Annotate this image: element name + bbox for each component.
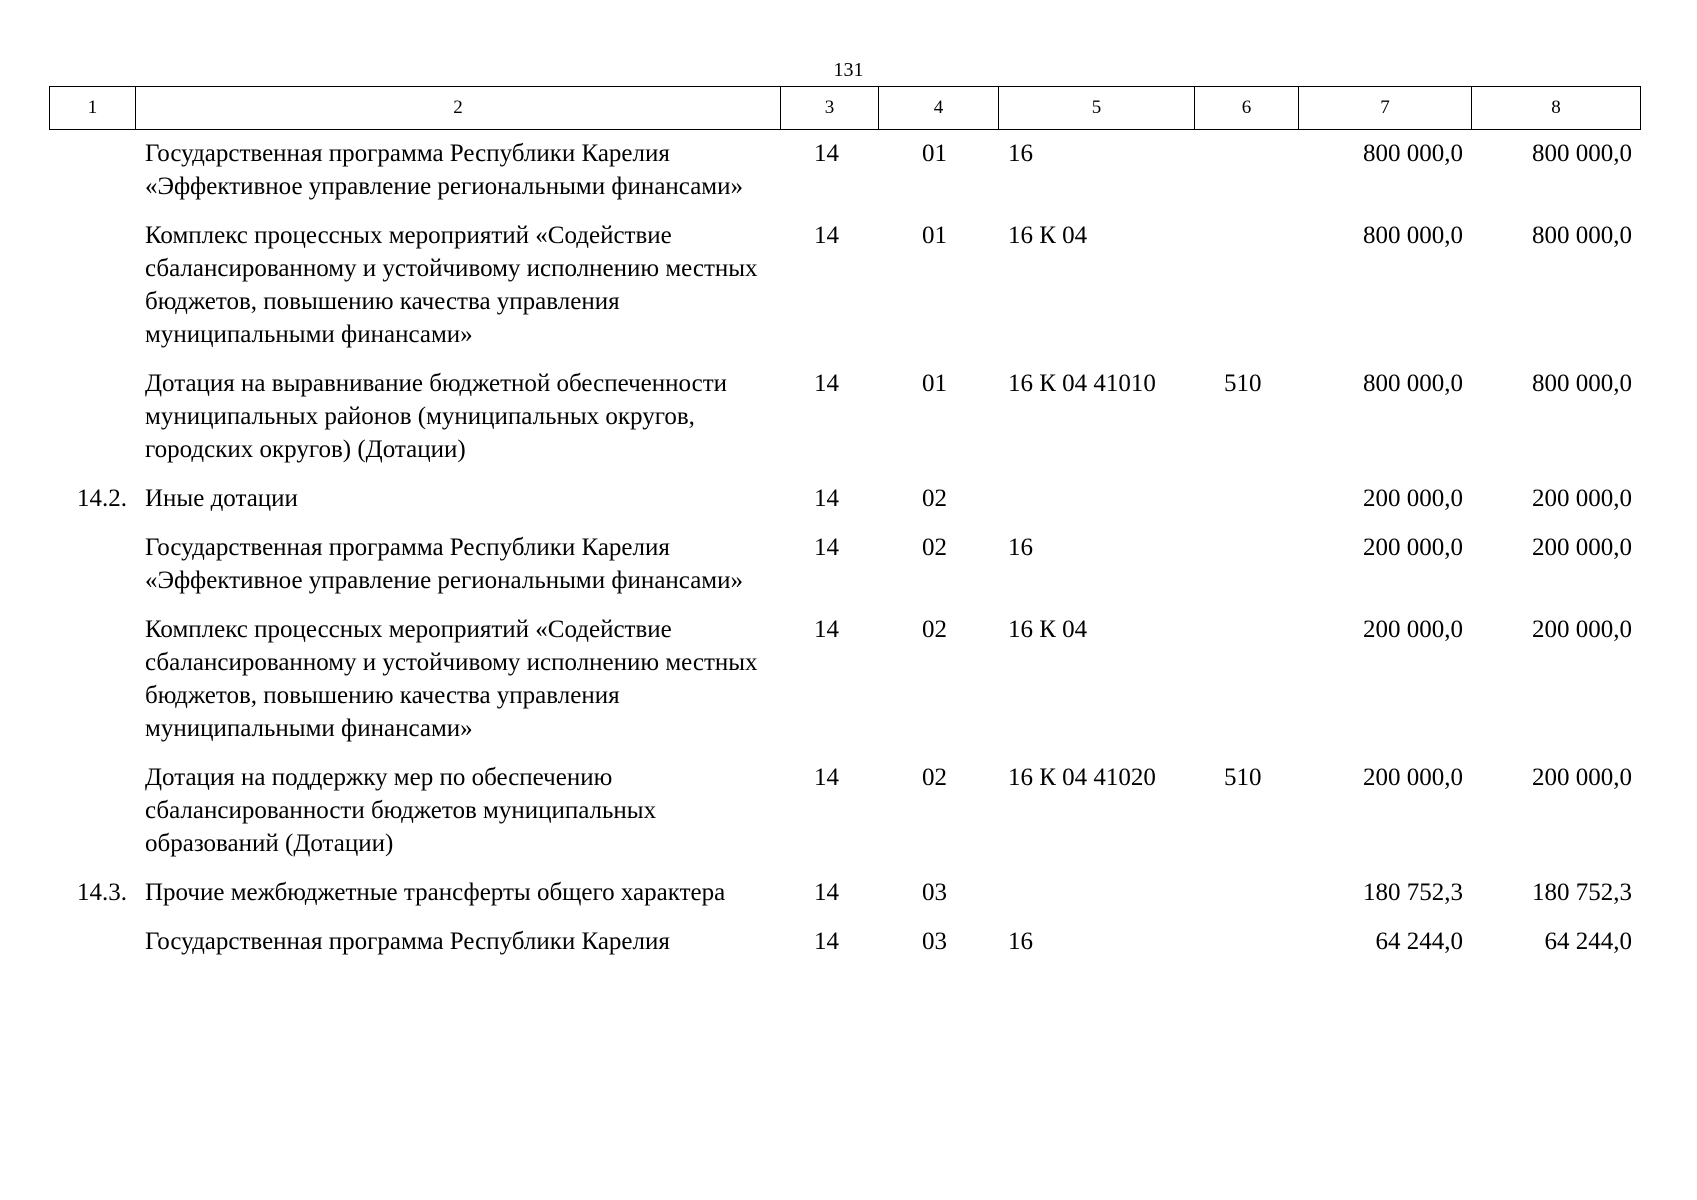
subsection-code: 02 (922, 764, 947, 791)
row-name: Комплекс процессных мероприятий «Содействие сбалансированному и устойчивому исполнению местных бюджетов, повышению качества управления муниципальными финансами» (145, 222, 758, 348)
budget-table (49, 137, 1640, 974)
row-name: Прочие межбюджетные трансферты общего характера (145, 879, 726, 906)
table-row (49, 925, 1640, 974)
section-code: 14 (814, 222, 839, 249)
target-article-code (998, 482, 1194, 531)
section-code: 14 (814, 764, 839, 791)
table-row (49, 531, 1640, 613)
section-code: 14 (814, 616, 839, 643)
table-row (49, 367, 1640, 482)
row-number (49, 925, 135, 974)
expense-type-code (1194, 137, 1298, 219)
table-row (49, 761, 1640, 876)
row-name: Государственная программа Республики Карелия «Эффективное управление региональными финансами» (145, 140, 743, 200)
amount-col7: 64 244,0 (1375, 928, 1463, 955)
amount-col8: 200 000,0 (1532, 764, 1632, 791)
expense-type-code (1194, 482, 1298, 531)
row-name: Дотация на поддержку мер по обеспечению сбалансированности бюджетов муниципальных образований (Дотации) (145, 764, 657, 857)
row-number (49, 137, 135, 219)
target-article-code: 16 К 04 (1008, 616, 1088, 643)
table-row (49, 137, 1640, 219)
column-header: 2 (136, 87, 781, 130)
column-header: 6 (1195, 87, 1299, 130)
section-code: 14 (814, 140, 839, 167)
row-number (49, 531, 135, 613)
amount-col7: 800 000,0 (1363, 222, 1463, 249)
amount-col8: 64 244,0 (1544, 928, 1632, 955)
amount-col8: 200 000,0 (1532, 534, 1632, 561)
section-code: 14 (814, 928, 839, 955)
page-number: 131 (833, 59, 864, 81)
row-name: Комплекс процессных мероприятий «Содействие сбалансированному и устойчивому исполнению местных бюджетов, повышению качества управления муниципальными финансами» (145, 616, 758, 742)
amount-col8: 200 000,0 (1532, 616, 1632, 643)
subsection-code: 01 (922, 370, 947, 397)
amount-col8: 800 000,0 (1532, 222, 1632, 249)
row-number (49, 761, 135, 876)
row-number: 14.2. (77, 485, 127, 512)
amount-col7: 200 000,0 (1363, 534, 1463, 561)
row-name: Дотация на выравнивание бюджетной обеспеченности муниципальных районов (муниципальных округов, городских округов) (Дотации) (145, 370, 728, 463)
amount-col7: 800 000,0 (1363, 370, 1463, 397)
amount-col8: 800 000,0 (1532, 370, 1632, 397)
expense-type-code (1194, 219, 1298, 367)
column-header: 1 (50, 87, 136, 130)
column-header-row (50, 87, 1641, 130)
column-header: 5 (999, 87, 1195, 130)
row-name: Государственная программа Республики Карелия «Эффективное управление региональными финансами» (145, 534, 743, 594)
subsection-code: 01 (922, 140, 947, 167)
amount-col7: 200 000,0 (1363, 485, 1463, 512)
column-header: 7 (1299, 87, 1472, 130)
section-code: 14 (814, 370, 839, 397)
expense-type-code (1194, 925, 1298, 974)
expense-type-code: 510 (1224, 370, 1262, 397)
section-code: 14 (814, 879, 839, 906)
amount-col7: 200 000,0 (1363, 764, 1463, 791)
target-article-code: 16 (1008, 534, 1033, 561)
table-row (49, 482, 1640, 531)
expense-type-code (1194, 876, 1298, 925)
expense-type-code (1194, 613, 1298, 761)
target-article-code (998, 876, 1194, 925)
target-article-code: 16 К 04 41020 (1008, 764, 1156, 791)
target-article-code: 16 К 04 41010 (1008, 370, 1156, 397)
subsection-code: 02 (922, 485, 947, 512)
subsection-code: 02 (922, 534, 947, 561)
table-row (49, 613, 1640, 761)
column-header: 4 (879, 87, 999, 130)
section-code: 14 (814, 485, 839, 512)
row-number: 14.3. (77, 879, 127, 906)
column-header: 3 (781, 87, 879, 130)
table-row (49, 219, 1640, 367)
amount-col7: 200 000,0 (1363, 616, 1463, 643)
target-article-code: 16 (1008, 140, 1033, 167)
subsection-code: 03 (922, 879, 947, 906)
column-header-table (49, 86, 1641, 130)
table-row (49, 876, 1640, 925)
row-number (49, 367, 135, 482)
row-number (49, 613, 135, 761)
amount-col8: 180 752,3 (1532, 879, 1632, 906)
column-header: 8 (1472, 87, 1641, 130)
amount-col7: 800 000,0 (1363, 140, 1463, 167)
subsection-code: 02 (922, 616, 947, 643)
row-number (49, 219, 135, 367)
amount-col8: 800 000,0 (1532, 140, 1632, 167)
target-article-code: 16 (1008, 928, 1033, 955)
expense-type-code: 510 (1224, 764, 1262, 791)
amount-col8: 200 000,0 (1532, 485, 1632, 512)
subsection-code: 03 (922, 928, 947, 955)
section-code: 14 (814, 534, 839, 561)
target-article-code: 16 К 04 (1008, 222, 1088, 249)
subsection-code: 01 (922, 222, 947, 249)
row-name: Государственная программа Республики Карелия (145, 928, 670, 955)
row-name: Иные дотации (145, 485, 298, 512)
amount-col7: 180 752,3 (1363, 879, 1463, 906)
expense-type-code (1194, 531, 1298, 613)
